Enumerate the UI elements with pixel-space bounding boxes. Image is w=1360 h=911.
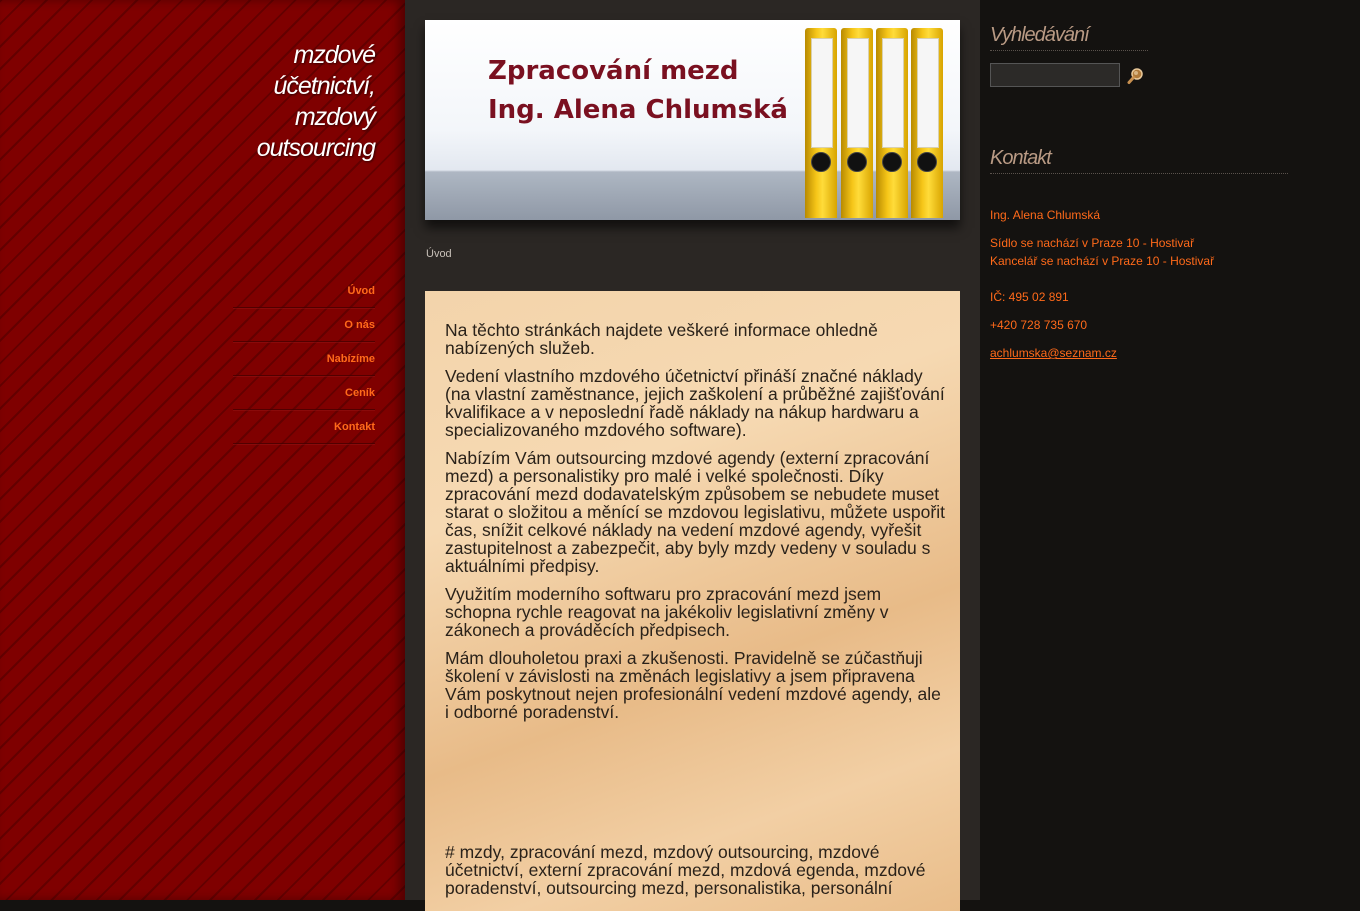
binder-image bbox=[841, 28, 873, 218]
site-title-line: účetnictví, bbox=[273, 72, 375, 100]
content-paragraph: Vedení vlastního mzdového účetnictví přináší značné náklady (na vlastní zaměstnance, jejich zaškolení a průběžné zajišťování kvalifikace a v neposlední řadě náklady na nákup hardwaru a specializovaného mzdového software). bbox=[445, 366, 945, 440]
contact-office: Kancelář se nachází v Praze 10 - Hostivař bbox=[990, 254, 1215, 268]
right-sidebar bbox=[980, 0, 1360, 900]
breadcrumb: Úvod bbox=[426, 248, 452, 260]
magnifier-icon bbox=[1126, 66, 1146, 86]
binder-image bbox=[805, 28, 837, 218]
banner-title: Zpracování mezd bbox=[488, 56, 739, 86]
site-title bbox=[145, 40, 375, 164]
contact-seat: Sídlo se nachází v Praze 10 - Hostivař bbox=[990, 236, 1195, 250]
keywords-paragraph: # mzdy, zpracování mezd, mzdový outsourcing, mzdové účetnictví, externí zpracování mezd, mzdová egenda, mzdové poradenství, outsourcing mezd, personalistika, personální bbox=[445, 842, 926, 898]
nav-link-cenik[interactable]: Ceník bbox=[345, 387, 375, 399]
site-title-line: mzdový bbox=[294, 103, 375, 131]
banner-subtitle: Ing. Alena Chlumská bbox=[488, 95, 788, 125]
content-paragraph: Využitím moderního softwaru pro zpracování mezd jsem schopna rychle reagovat na jakékoliv legislativní změny v zákonech a prováděcích předpisech. bbox=[445, 584, 889, 640]
nav-item-o-nas bbox=[233, 308, 375, 342]
content-paragraph: Nabízím Vám outsourcing mzdové agendy (externí zpracování mezd) a personalistiky pro malé i velké společnosti. Díky zpracování mezd dodavatelským způsobem se nebudete muset starat o složitou a měnící se mzdovou legislativu, můžete uspořit čas, snížit celkové náklady na vedení mzdové agendy, vyřešit zastupitelnost a zabezpečit, aby byly mzdy vedeny v souladu s aktuálními předpisy. bbox=[445, 448, 945, 576]
site-title-line: mzdové bbox=[293, 41, 375, 69]
contact-ic: IČ: 495 02 891 bbox=[990, 290, 1069, 304]
search-button[interactable] bbox=[1126, 66, 1146, 86]
main-nav bbox=[233, 274, 375, 444]
binder-image bbox=[911, 28, 943, 218]
nav-item-uvod bbox=[233, 274, 375, 308]
nav-link-o-nas[interactable]: O nás bbox=[344, 319, 375, 331]
search-input[interactable] bbox=[990, 63, 1120, 87]
left-sidebar bbox=[0, 0, 405, 900]
contact-email-link[interactable]: achlumska@seznam.cz bbox=[990, 346, 1117, 360]
nav-link-nabizime[interactable]: Nabízíme bbox=[326, 353, 375, 365]
nav-item-cenik bbox=[233, 376, 375, 410]
site-title-line: outsourcing bbox=[256, 134, 375, 162]
content-paragraph: Na těchto stránkách najdete veškeré informace ohledně nabízených služeb. bbox=[445, 320, 878, 358]
contact-heading: Kontakt bbox=[990, 147, 1288, 174]
contact-phone: +420 728 735 670 bbox=[990, 318, 1088, 332]
content-area bbox=[425, 291, 960, 911]
header-banner bbox=[425, 20, 960, 220]
nav-link-kontakt[interactable]: Kontakt bbox=[334, 421, 375, 433]
nav-item-nabizime bbox=[233, 342, 375, 376]
nav-item-kontakt bbox=[233, 410, 375, 444]
nav-link-uvod[interactable]: Úvod bbox=[347, 285, 375, 297]
main-column bbox=[405, 0, 980, 900]
contact-name: Ing. Alena Chlumská bbox=[990, 208, 1101, 222]
content-paragraph: Mám dlouholetou praxi a zkušenosti. Pravidelně se zúčastňuji školení v závislosti na změnách legislativy a jsem připravena Vám poskytnout nejen profesionální vedení mzdové agendy, ale i odborné poradenství. bbox=[445, 648, 941, 722]
binder-image bbox=[876, 28, 908, 218]
search-heading: Vyhledávání bbox=[990, 24, 1148, 51]
